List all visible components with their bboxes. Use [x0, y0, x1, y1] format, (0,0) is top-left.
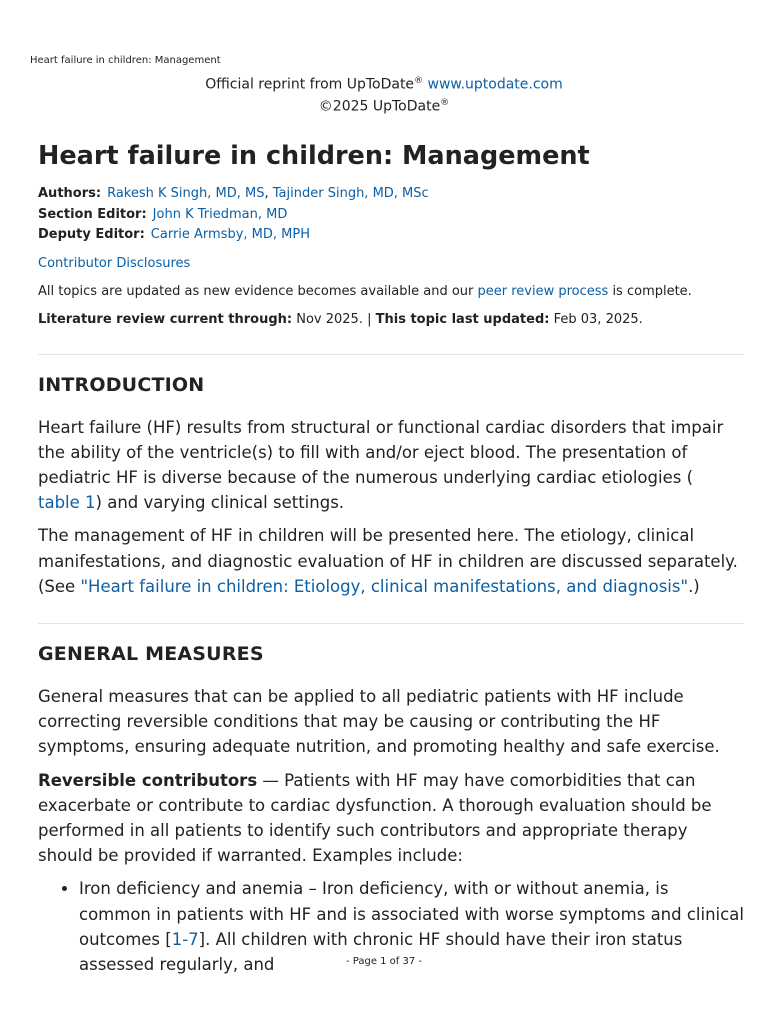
page-number: - Page 1 of 37 -	[345, 956, 423, 967]
article-meta	[38, 184, 744, 246]
section-editor-label: Section Editor:	[38, 206, 147, 222]
section-editor-line	[38, 205, 744, 226]
authors-label: Authors:	[38, 186, 102, 201]
section-divider	[38, 623, 744, 624]
intro-paragraph-1	[38, 415, 744, 516]
contributor-disclosures-link[interactable]: Contributor Disclosures	[38, 255, 191, 271]
etiology-topic-link[interactable]: "Heart failure in children: Etiology, clinical manifestations, and diagnosis"	[80, 576, 689, 596]
section-editor-link[interactable]: John K Triedman, MD	[152, 206, 288, 222]
authors-line	[38, 184, 744, 205]
lit-review-value: Nov 2025. |	[292, 311, 376, 327]
update-note-pre: All topics are updated as new evidence becomes available and our	[38, 283, 478, 299]
reversible-contributors-term: Reversible contributors	[38, 770, 258, 790]
bullet-1-text-end: ]. All children with chronic HF should have their iron status assessed regularly, and	[79, 929, 683, 974]
running-title: Heart failure in children: Management	[30, 55, 221, 66]
general-measures-heading: GENERAL MEASURES	[38, 642, 264, 665]
bullet-1-text: Iron deficiency and anemia – Iron deficiency, with or without anemia, is common in patients with HF and is associated with worse symptoms and clinical outcomes [	[79, 879, 744, 949]
general-measures-paragraph-1: General measures that can be applied to all pediatric patients with HF include correcting reversible conditions that may be causing or contributing the HF symptoms, ensuring adequate nutrition, and promoting healthy and safe exercise.	[38, 686, 720, 757]
registered-mark: ®	[440, 97, 450, 108]
reprint-prefix: Official reprint from UpToDate	[205, 76, 415, 93]
literature-review-line	[38, 310, 744, 330]
reprint-line	[0, 72, 768, 94]
section-divider	[38, 354, 744, 355]
reversible-contributors-text: — Patients with HF may have comorbidities that can exacerbate or contribute to cardiac dysfunction. A thorough evaluation should be performed in all patients to identify such contributors and appropriate therapy should be provided if warranted. Examples include:	[38, 770, 712, 866]
update-note	[38, 282, 744, 302]
intro-p1-text-end: ) and varying clinical settings.	[95, 493, 345, 513]
lit-review-label: Literature review current through:	[38, 311, 293, 327]
reprint-banner	[0, 72, 768, 115]
deputy-editor-line	[38, 225, 744, 246]
reversible-contributors-paragraph	[38, 768, 744, 869]
author-separator: ,	[264, 186, 269, 201]
intro-paragraph-2	[38, 523, 744, 599]
intro-p2-text-end: .)	[688, 576, 700, 596]
peer-review-link[interactable]: peer review process	[477, 283, 609, 299]
update-note-post: is complete.	[608, 283, 692, 299]
author-link-2[interactable]: Tajinder Singh, MD, MSc	[272, 186, 429, 201]
uptodate-link[interactable]: www.uptodate.com	[427, 76, 563, 93]
disclosures-line	[38, 254, 744, 274]
article-title: Heart failure in children: Management	[38, 141, 590, 171]
copyright-text: ©2025 UpToDate	[318, 98, 441, 115]
last-updated-label: This topic last updated:	[375, 311, 550, 327]
author-link-1[interactable]: Rakesh K Singh, MD, MS	[107, 186, 265, 201]
introduction-heading: INTRODUCTION	[38, 373, 205, 396]
registered-mark: ®	[414, 76, 424, 86]
table-1-link[interactable]: table 1	[38, 493, 96, 513]
deputy-editor-label: Deputy Editor:	[38, 227, 145, 242]
article-content	[38, 138, 744, 977]
intro-p1-text: Heart failure (HF) results from structural or functional cardiac disorders that impair the ability of the ventricle(s) to fill with and/or eject blood. The presentation of pediatric HF is diverse because of the numerous underlying cardiac etiologies (	[38, 417, 724, 487]
copyright-line	[0, 94, 768, 116]
intro-p2-text: The management of HF in children will be presented here. The etiology, clinical manifestations, and diagnostic evaluation of HF in children are discussed separately. (See	[38, 526, 738, 596]
last-updated-value: Feb 03, 2025.	[549, 311, 643, 327]
deputy-editor-link[interactable]: Carrie Armsby, MD, MPH	[150, 227, 311, 242]
reference-link[interactable]: 1-7	[171, 929, 199, 949]
